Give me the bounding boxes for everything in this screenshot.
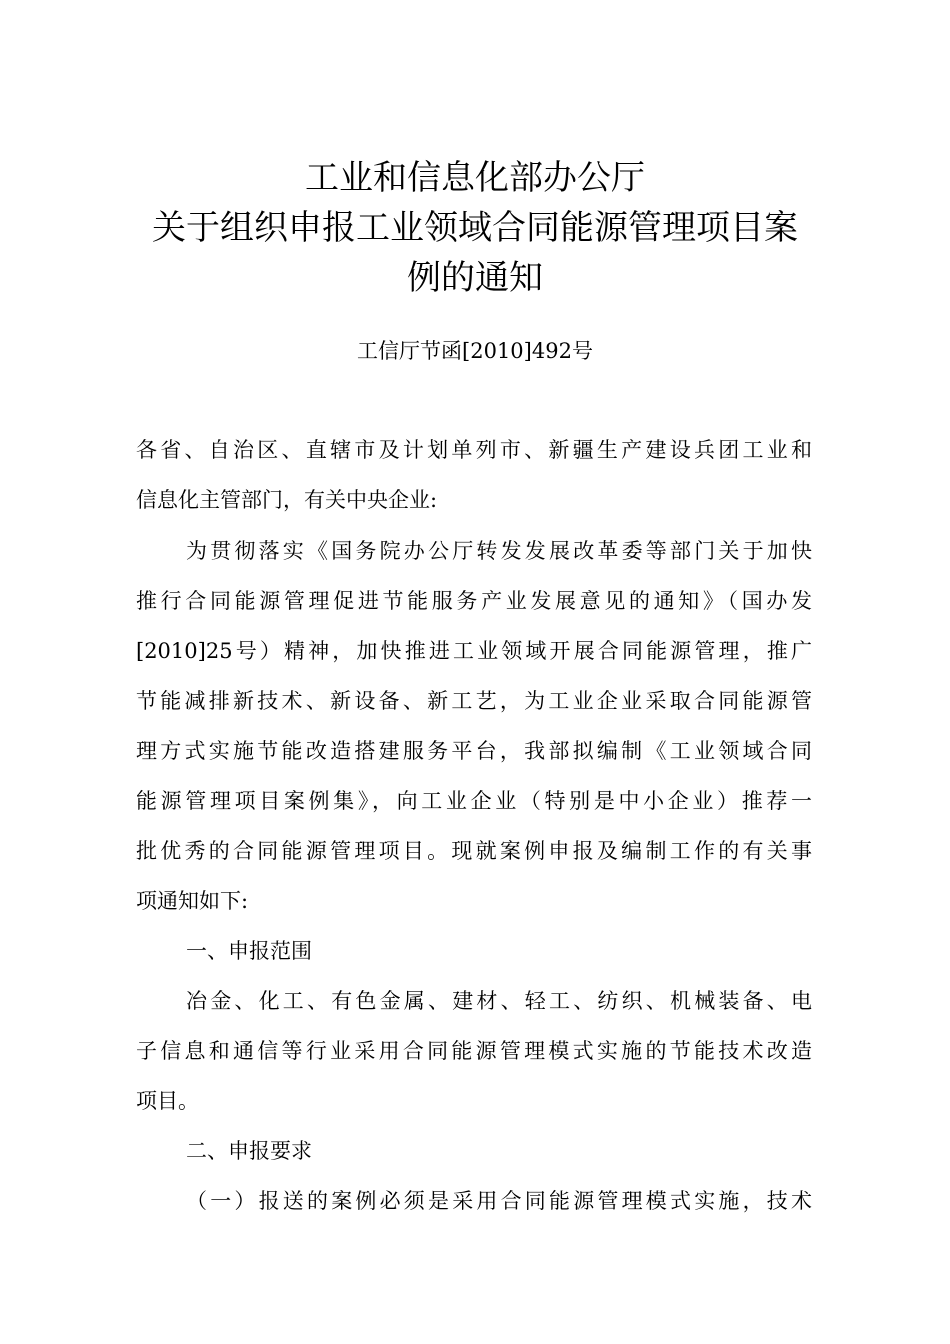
section-heading: 一、申报范围: [186, 939, 312, 963]
body-line: 能源管理项目案例集》，向工业企业（特别是中小企业）推荐一: [136, 789, 812, 813]
document-number: 工信厅节函[2010]492号: [357, 339, 593, 363]
body-line: 项目。: [136, 1089, 199, 1113]
body-line: [2010]25号）精神，加快推进工业领域开展合同能源管理，推广: [136, 639, 812, 663]
body-line: 各省、自治区、直辖市及计划单列市、新疆生产建设兵团工业和: [136, 438, 812, 462]
title-line-2: 关于组织申报工业领域合同能源管理项目案: [152, 208, 798, 248]
body-line: 冶金、化工、有色金属、建材、轻工、纺织、机械装备、电: [186, 989, 812, 1013]
body-line: 理方式实施节能改造搭建服务平台，我部拟编制《工业领域合同: [136, 739, 812, 763]
body-line: 信息化主管部门，有关中央企业:: [136, 488, 438, 512]
body-line: （一）报送的案例必须是采用合同能源管理模式实施，技术: [186, 1189, 812, 1213]
title-line-3: 例的通知: [407, 258, 543, 298]
body-line: 节能减排新技术、新设备、新工艺，为工业企业采取合同能源管: [136, 689, 812, 713]
body-line: 子信息和通信等行业采用合同能源管理模式实施的节能技术改造: [136, 1039, 812, 1063]
body-line: 为贯彻落实《国务院办公厅转发发展改革委等部门关于加快: [186, 539, 812, 563]
body-line: 项通知如下:: [136, 889, 249, 913]
title-line-1: 工业和信息化部办公厅: [305, 158, 645, 198]
body-line: 批优秀的合同能源管理项目。现就案例申报及编制工作的有关事: [136, 839, 812, 863]
section-heading: 二、申报要求: [186, 1139, 312, 1163]
body-line: 推行合同能源管理促进节能服务产业发展意见的通知》（国办发: [136, 589, 812, 613]
